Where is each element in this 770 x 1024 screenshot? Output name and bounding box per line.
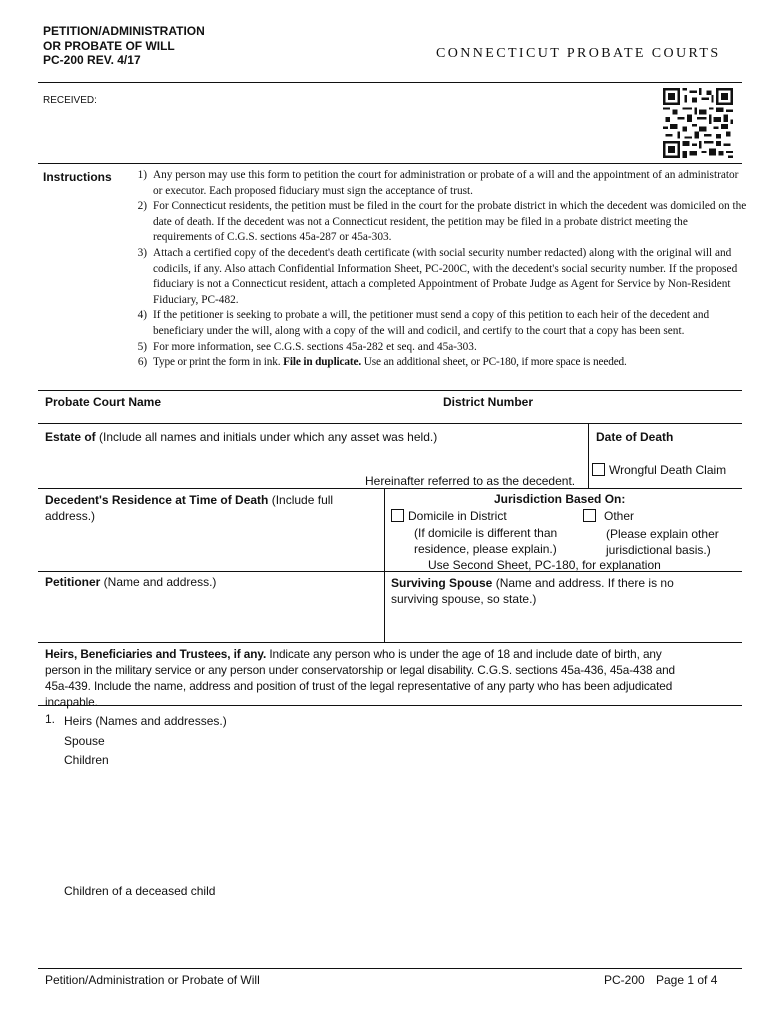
- district-number-text: District Number: [443, 395, 534, 409]
- surviving-spouse-label-text: Surviving Spouse: [391, 576, 493, 590]
- spouse-label: Spouse: [64, 734, 105, 748]
- petitioner-label: [45, 575, 216, 589]
- domicile-note: [414, 525, 557, 557]
- estate-of-text: Estate of: [45, 430, 96, 444]
- instruction-item: [117, 246, 749, 308]
- header-divider: [38, 82, 742, 83]
- form-title-line: OR PROBATE OF WILL: [43, 38, 175, 53]
- instruction-item: [117, 308, 749, 339]
- other-option-label: Other: [604, 509, 635, 523]
- domicile-option-label: Domicile in District: [408, 509, 507, 523]
- residence-label-text: Decedent's Residence at Time of Death: [45, 493, 269, 507]
- estate-of-note: (Include all names and initials under which any asset was held.): [95, 430, 438, 444]
- instruction-text: Attach a certified copy of the decedent's death certificate (with social security number redacted) along with the original will and codicils, if any. Also attach Confidential Information Sheet, PC-200C, with the decedent's social security number. If the proposed fiduciary is not a Connecticut resident, attach a completed Appointment of Probate Judge as Agent for Service by Non-Resident Fiduciary, PC-482.: [153, 246, 738, 306]
- heirs-paragraph-line: [45, 646, 745, 662]
- probate-court-name-text: Probate Court Name: [45, 395, 162, 409]
- domicile-note-line: residence, please explain.): [414, 542, 557, 556]
- instruction-text: For Connecticut residents, the petition must be filed in the court for the probate district in which the decedent was domiciled on the date of death. If the decedent was not a Connecticut resident, the petition may be filed in a probate district meeting the requirements of C.G.S. sections 45a-287 or 45a-303.: [153, 200, 747, 244]
- instructions-label: Instructions: [43, 170, 112, 184]
- received-label: RECEIVED:: [43, 95, 97, 106]
- instruction-text: Any person may use this form to petition the court for administration or probate of a will and the appointment of an administrator or executor. Each proposed fiduciary must sign the acceptance of trust.: [153, 169, 739, 197]
- footer-form-name: Petition/Administration or Probate of Will: [45, 973, 260, 987]
- instruction-item: [117, 340, 749, 356]
- estate-of-label: [45, 430, 437, 444]
- heirs-item-number: 1.: [45, 712, 56, 726]
- probate-court-name-label: [45, 395, 161, 409]
- column-divider: [384, 488, 385, 642]
- instruction-item: [117, 355, 749, 371]
- residence-note: address.): [45, 509, 96, 523]
- domicile-option[interactable]: [391, 508, 507, 524]
- other-note-line: jurisdictional basis.): [606, 543, 711, 557]
- children-label: Children: [64, 753, 109, 767]
- heirs-paragraph: [45, 646, 745, 710]
- hereinafter-text: Hereinafter referred to as the decedent.: [365, 474, 576, 488]
- instruction-number: 1): [137, 169, 147, 181]
- heirs-label: Heirs (Names and addresses.): [64, 714, 227, 728]
- jurisdiction-label-text: Jurisdiction Based On:: [494, 492, 626, 506]
- instruction-number: 3): [137, 246, 147, 259]
- instruction-text: Use an additional sheet, or PC-180, if more space is needed.: [361, 356, 627, 369]
- footer-divider: [38, 968, 742, 969]
- qr-code-icon: [663, 88, 733, 158]
- footer-page-number: Page 1 of 4: [656, 973, 718, 987]
- checkbox-icon[interactable]: [583, 509, 596, 522]
- instruction-item: [117, 168, 749, 199]
- date-of-death-text: Date of Death: [596, 430, 674, 444]
- checkbox-icon[interactable]: [592, 463, 605, 476]
- heirs-title: Heirs, Beneficiaries and Trustees, if any.: [45, 647, 267, 661]
- petitioner-note: (Name and address.): [100, 575, 217, 589]
- date-of-death-label: [596, 430, 673, 444]
- instruction-number: 5): [137, 340, 147, 353]
- other-note-line: (Please explain other: [606, 527, 719, 541]
- other-note: [606, 526, 719, 558]
- instruction-item: [117, 199, 749, 246]
- row-divider: [38, 423, 742, 424]
- other-option[interactable]: [583, 508, 634, 524]
- row-divider: [38, 642, 742, 643]
- heirs-text: person in the military service or any person under conservatorship or legal disability. C.G.S. sections 45a-436, 45a-438 and: [45, 663, 675, 677]
- second-sheet-note: Use Second Sheet, PC-180, for explanation: [428, 558, 661, 572]
- residence-note: (Include full: [268, 493, 334, 507]
- surviving-spouse-label: [391, 575, 674, 607]
- instruction-number: 2): [137, 200, 147, 213]
- wrongful-death-claim-label: Wrongful Death Claim: [609, 463, 727, 477]
- checkbox-icon[interactable]: [391, 509, 404, 522]
- surviving-spouse-note: (Name and address. If there is no: [492, 576, 674, 590]
- deceased-child-label: Children of a deceased child: [64, 884, 216, 898]
- heirs-text: 45a-439. Include the name, address and position of trust of the legal representative of any party who has been adjudicated: [45, 679, 673, 693]
- instruction-bold-text: File in duplicate.: [283, 356, 362, 369]
- form-top-border: [38, 390, 742, 391]
- domicile-note-line: (If domicile is different than: [414, 526, 558, 540]
- jurisdiction-label: [494, 492, 625, 506]
- instructions-list: [117, 168, 749, 371]
- column-divider: [588, 423, 589, 488]
- heirs-text: incapable.: [45, 695, 98, 709]
- heirs-text: Indicate any person who is under the age of 18 and include date of birth, any: [266, 647, 662, 661]
- instruction-text: For more information, see C.G.S. sections 45a-282 et seq. and 45a-303.: [153, 340, 477, 353]
- petitioner-label-text: Petitioner: [45, 575, 101, 589]
- residence-label: [45, 492, 333, 524]
- instructions-divider: [38, 163, 742, 164]
- instruction-number: 4): [137, 309, 147, 322]
- footer-form-id: PC-200: [604, 973, 645, 987]
- district-number-label: [443, 395, 533, 409]
- instruction-text: If the petitioner is seeking to probate a will, the petitioner must send a copy of this petition to each heir of the decedent and beneficiary under the will, along with a copy of the will and codicil, and certify to the court that a copy has been sent.: [153, 309, 710, 337]
- form-title-line: PETITION/ADMINISTRATION: [43, 24, 205, 38]
- court-name: CONNECTICUT PROBATE COURTS: [436, 46, 721, 61]
- wrongful-death-claim-checkbox[interactable]: [592, 463, 726, 477]
- instruction-number: 6): [137, 356, 147, 369]
- form-title: [43, 24, 205, 68]
- surviving-spouse-note: surviving spouse, so state.): [391, 592, 537, 606]
- row-divider: [38, 488, 742, 489]
- instruction-text: Type or print the form in ink.: [153, 356, 284, 369]
- form-title-line: PC-200 REV. 4/17: [43, 53, 141, 67]
